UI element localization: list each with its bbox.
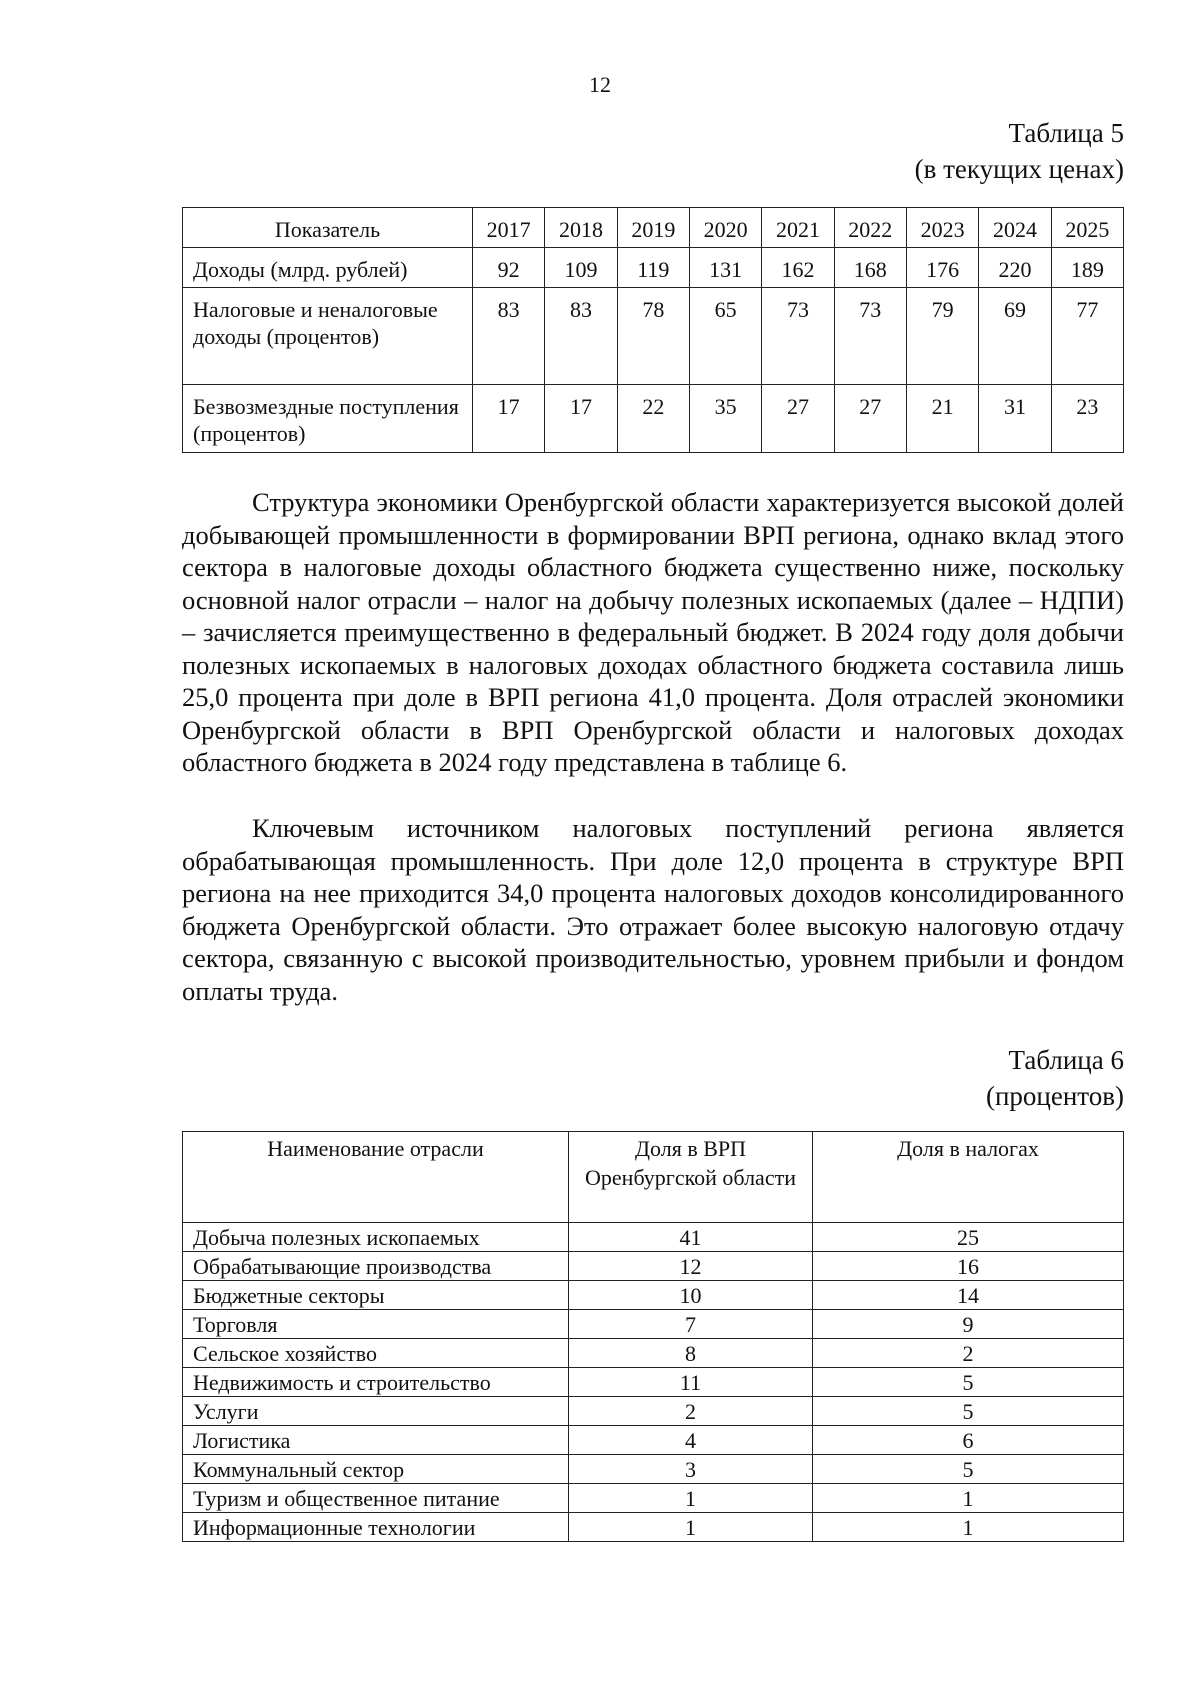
table-row: [183, 1455, 1124, 1484]
tax-share: 5: [813, 1455, 1124, 1484]
table-row: [183, 1426, 1124, 1455]
table5-cell: 119: [617, 248, 689, 288]
industry-name: Сельское хозяйство: [183, 1339, 569, 1368]
table5-cell: 69: [979, 288, 1051, 385]
table5-cell: 109: [545, 248, 617, 288]
table5-header-row: [183, 208, 1124, 248]
table-row: [183, 1281, 1124, 1310]
table5: [182, 207, 1124, 453]
table5-cell: 189: [1051, 248, 1123, 288]
vrp-share: 11: [569, 1368, 813, 1397]
table5-year-header: 2017: [473, 208, 545, 248]
vrp-share: 1: [569, 1484, 813, 1513]
table5-cell: 83: [545, 288, 617, 385]
vrp-share: 41: [569, 1223, 813, 1252]
table5-cell: 176: [906, 248, 978, 288]
table5-cell: 17: [473, 385, 545, 453]
table-row: [183, 1310, 1124, 1339]
table5-year-header: 2025: [1051, 208, 1123, 248]
table5-cell: 78: [617, 288, 689, 385]
body-paragraph: Ключевым источником налоговых поступлений региона является обрабатывающая промышленность. При доле 12,0 процента в структуре ВРП региона на нее приходится 34,0 процента налоговых доходов консолидированного бюджета Оренбургской области. Это отражает более высокую налоговую отдачу сектора, связанную с высокой производительностью, уровнем прибыли и фондом оплаты труда.: [182, 813, 1124, 1006]
table6-caption-subtitle: (процентов): [985, 1081, 1124, 1111]
vrp-share: 4: [569, 1426, 813, 1455]
tax-share: 6: [813, 1426, 1124, 1455]
page-number: 12: [589, 72, 611, 97]
industry-name: Информационные технологии: [183, 1513, 569, 1542]
vrp-share: 7: [569, 1310, 813, 1339]
table5-year-header: 2023: [906, 208, 978, 248]
vrp-share: 1: [569, 1513, 813, 1542]
table6-header-industry: Наименование отрасли: [183, 1132, 569, 1223]
table5-year-header: 2019: [617, 208, 689, 248]
table5-cell: 35: [689, 385, 761, 453]
industry-name: Коммунальный сектор: [183, 1455, 569, 1484]
table6-header-row: [183, 1132, 1124, 1223]
table5-cell: 162: [762, 248, 834, 288]
tax-share: 14: [813, 1281, 1124, 1310]
industry-name: Недвижимость и строительство: [183, 1368, 569, 1397]
vrp-share: 2: [569, 1397, 813, 1426]
table6-header-vrp-share: Доля в ВРП Оренбургской области: [569, 1132, 813, 1223]
industry-name: Услуги: [183, 1397, 569, 1426]
table5-cell: 168: [834, 248, 906, 288]
table5-year-header: 2021: [762, 208, 834, 248]
table-row: [183, 1397, 1124, 1426]
tax-share: 9: [813, 1310, 1124, 1339]
table5-year-header: 2022: [834, 208, 906, 248]
table6: [182, 1131, 1124, 1542]
table-row: [183, 1252, 1124, 1281]
industry-name: Обрабатывающие производства: [183, 1252, 569, 1281]
table5-row-income: [183, 248, 1124, 288]
table-row: [183, 1339, 1124, 1368]
table5-cell: 73: [834, 288, 906, 385]
industry-name: Туризм и общественное питание: [183, 1484, 569, 1513]
tax-share: 2: [813, 1339, 1124, 1368]
table-row: [183, 1223, 1124, 1252]
table5-caption-subtitle: (в текущих ценах): [914, 154, 1124, 184]
tax-share: 1: [813, 1484, 1124, 1513]
tax-share: 5: [813, 1397, 1124, 1426]
table5-cell: 21: [906, 385, 978, 453]
table5-cell: 27: [834, 385, 906, 453]
tax-share: 1: [813, 1513, 1124, 1542]
table5-cell: 65: [689, 288, 761, 385]
table-row: [183, 1368, 1124, 1397]
table5-row-tax: [183, 288, 1124, 385]
body-paragraph: Структура экономики Оренбургской области характеризуется высокой долей добывающей промышленности в формировании ВРП региона, однако вклад этого сектора в налоговые доходы областного бюджета существенно ниже, поскольку основной налог отрасли – налог на добычу полезных ископаемых (далее – НДПИ) – зачисляется преимущественно в федеральный бюджет. В 2024 году доля добычи полезных ископаемых в налоговых доходах областного бюджета составила лишь 25,0 процента при доле в ВРП региона 41,0 процента. Доля отраслей экономики Оренбургской области в ВРП Оренбургской области и налоговых доходах областного бюджета в 2024 году представлена в таблице 6.: [182, 487, 1124, 777]
table5-year-header: 2024: [979, 208, 1051, 248]
table5-cell: 73: [762, 288, 834, 385]
table-row: [183, 1484, 1124, 1513]
tax-share: 5: [813, 1368, 1124, 1397]
table5-year-header: 2020: [689, 208, 761, 248]
table5-cell: 22: [617, 385, 689, 453]
industry-name: Бюджетные секторы: [183, 1281, 569, 1310]
table5-caption: [915, 115, 1124, 187]
table5-row-label: Безвозмездные поступления (процентов): [183, 385, 473, 453]
tax-share: 25: [813, 1223, 1124, 1252]
table-row: [183, 1513, 1124, 1542]
table5-row-grants: [183, 385, 1124, 453]
vrp-share: 3: [569, 1455, 813, 1484]
table6-header-tax-share: Доля в налогах: [813, 1132, 1124, 1223]
table5-cell: 131: [689, 248, 761, 288]
table6-caption: [986, 1042, 1124, 1114]
table5-cell: 79: [906, 288, 978, 385]
vrp-share: 8: [569, 1339, 813, 1368]
table5-cell: 17: [545, 385, 617, 453]
table5-year-header: 2018: [545, 208, 617, 248]
table6-caption-title: Таблица 6: [1008, 1045, 1124, 1075]
table5-caption-title: Таблица 5: [1008, 118, 1124, 148]
industry-name: Добыча полезных ископаемых: [183, 1223, 569, 1252]
table5-cell: 23: [1051, 385, 1123, 453]
industry-name: Логистика: [183, 1426, 569, 1455]
table5-row-label: Налоговые и неналоговые доходы (процентов): [183, 288, 473, 385]
table5-cell: 83: [473, 288, 545, 385]
table5-cell: 31: [979, 385, 1051, 453]
vrp-share: 12: [569, 1252, 813, 1281]
table5-cell: 27: [762, 385, 834, 453]
vrp-share: 10: [569, 1281, 813, 1310]
table5-cell: 220: [979, 248, 1051, 288]
table5-cell: 77: [1051, 288, 1123, 385]
table5-header-label: Показатель: [183, 208, 473, 248]
table5-row-label: Доходы (млрд. рублей): [183, 248, 473, 288]
tax-share: 16: [813, 1252, 1124, 1281]
table5-cell: 92: [473, 248, 545, 288]
industry-name: Торговля: [183, 1310, 569, 1339]
